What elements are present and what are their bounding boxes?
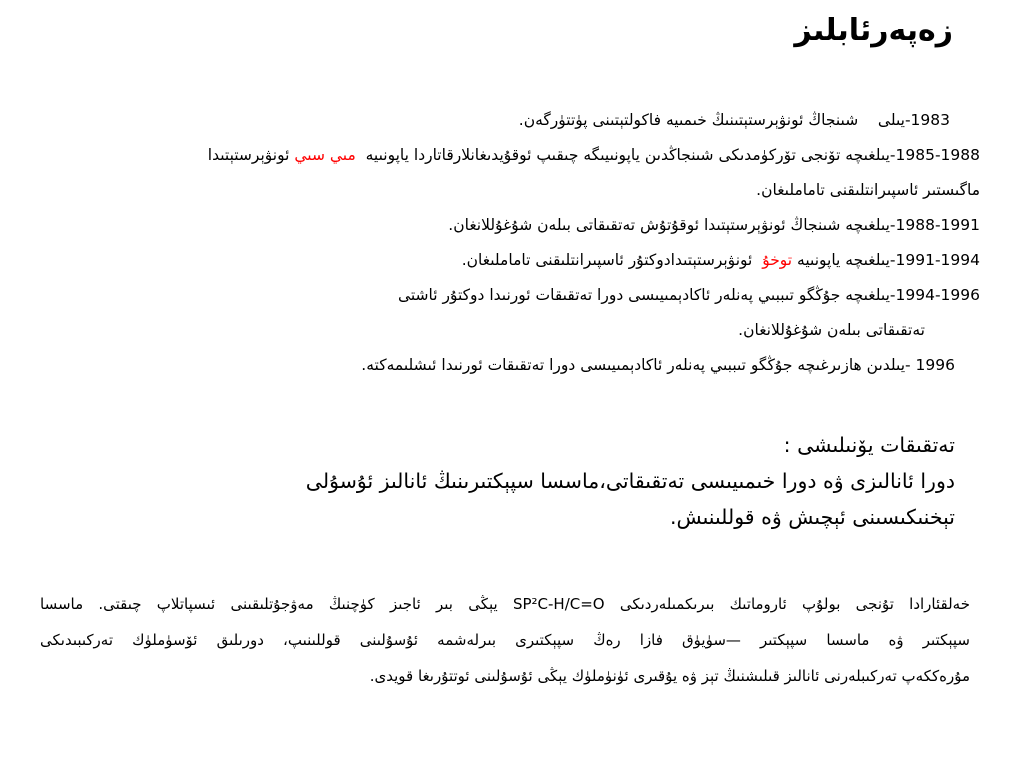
university-name-highlight: توخۇ <box>762 251 793 269</box>
findings-line: خەلقئارادا تۇنجى بولۇپ ئاروماتىك بىرىكمىلەردىكى SP²C-H/C=O يېڭى بىر ئاجىز كۈچنىڭ مەۋجۇتلىقىنى ئىسپاتلاپ چىقتى. ماسسا <box>40 595 970 613</box>
bio-line-1985-1988 <box>40 138 980 173</box>
bio-line-postdoc: تەتقىقاتى بىلەن شۇغۇللانغان. <box>738 321 925 339</box>
bio-line-1988-1991: 1988-1991-يىلغىچە شىنجاڭ ئونۋېرستېتىدا ئوقۇتۇش تەتقىقاتى بىلەن شۇغۇللانغان. <box>448 216 980 234</box>
bio-line-1994-1996: 1994-1996-يىلغىچە جۇڭگو تىببىي پەنلەر ئاكادېمىيىسى دورا تەتقىقات ئورنىدا دوكتۇر ئاشتى <box>397 286 980 304</box>
bio-line-text: 1991-1994-يىلغىچە ياپونىيە <box>792 251 980 269</box>
research-heading: تەتقىقات يۆنىلىشى : <box>783 433 955 457</box>
research-line: تېخنىكىسىنى ئېچىش ۋە قوللىنىش. <box>669 505 955 529</box>
bio-line-text: 1985-1988-يىلغىچە تۆنجى تۆركۈمدىكى شىنجاڭدىن ياپونىيىگە چىقىپ ئوقۇيدىغانلارقاتاردا ياپونىيە <box>355 146 980 164</box>
bio-line-masters: ماگىستىر ئاسپىرانتلىقنى تاماملىغان. <box>756 181 980 199</box>
bio-line-text: ئونۋېرستېتىدا <box>207 146 295 164</box>
bio-line-1991-1994 <box>40 243 980 278</box>
findings-line: سپېكتىر ۋە ماسسا سپېكتىر —سۈيۈق فازا رەڭ سپېكتىرى بىرلەشمە ئۇسۇلىنى قوللىنىپ، دورىلىق ئۆسۈملۈك تەركىبىدىكى <box>40 631 970 649</box>
university-name-highlight: مىي سىي <box>294 146 356 164</box>
bio-line-1996: 1996 -يىلدىن ھازىرغىچە جۇڭگو تىببىي پەنلەر ئاكادېمىيىسى دورا تەتقىقات ئورنىدا ئىشلىمەكتە. <box>361 356 955 374</box>
findings-paragraph <box>40 586 970 694</box>
findings-line: مۇرەككەپ تەركىبلەرنى ئانالىز قىلىشنىڭ تېز ۋە يۇقىرى ئۈنۈملۈك يېڭى ئۇسۇلىنى ئوتتۇرىغا قويدى. <box>369 667 970 685</box>
slide-title: زەپەرئابلىز <box>794 13 953 48</box>
bio-line-text: ئونۋېرستېتىدادوكتۇر ئاسپىرانتلىقنى تاماملىغان. <box>461 251 763 269</box>
bio-line-1983: 1983-يىلى شىنجاڭ ئونۋېرستېتىنىڭ خىمىيە فاكولتېتىنى پۈتتۈرگەن. <box>518 111 950 129</box>
biography-block <box>40 103 980 383</box>
research-line: دورا ئانالىزى ۋە دورا خىمىيىسى تەتقىقاتى،ماسسا سپېكتىرىنىڭ ئانالىز ئۇسۇلى <box>305 469 955 493</box>
research-direction-block <box>150 427 955 535</box>
